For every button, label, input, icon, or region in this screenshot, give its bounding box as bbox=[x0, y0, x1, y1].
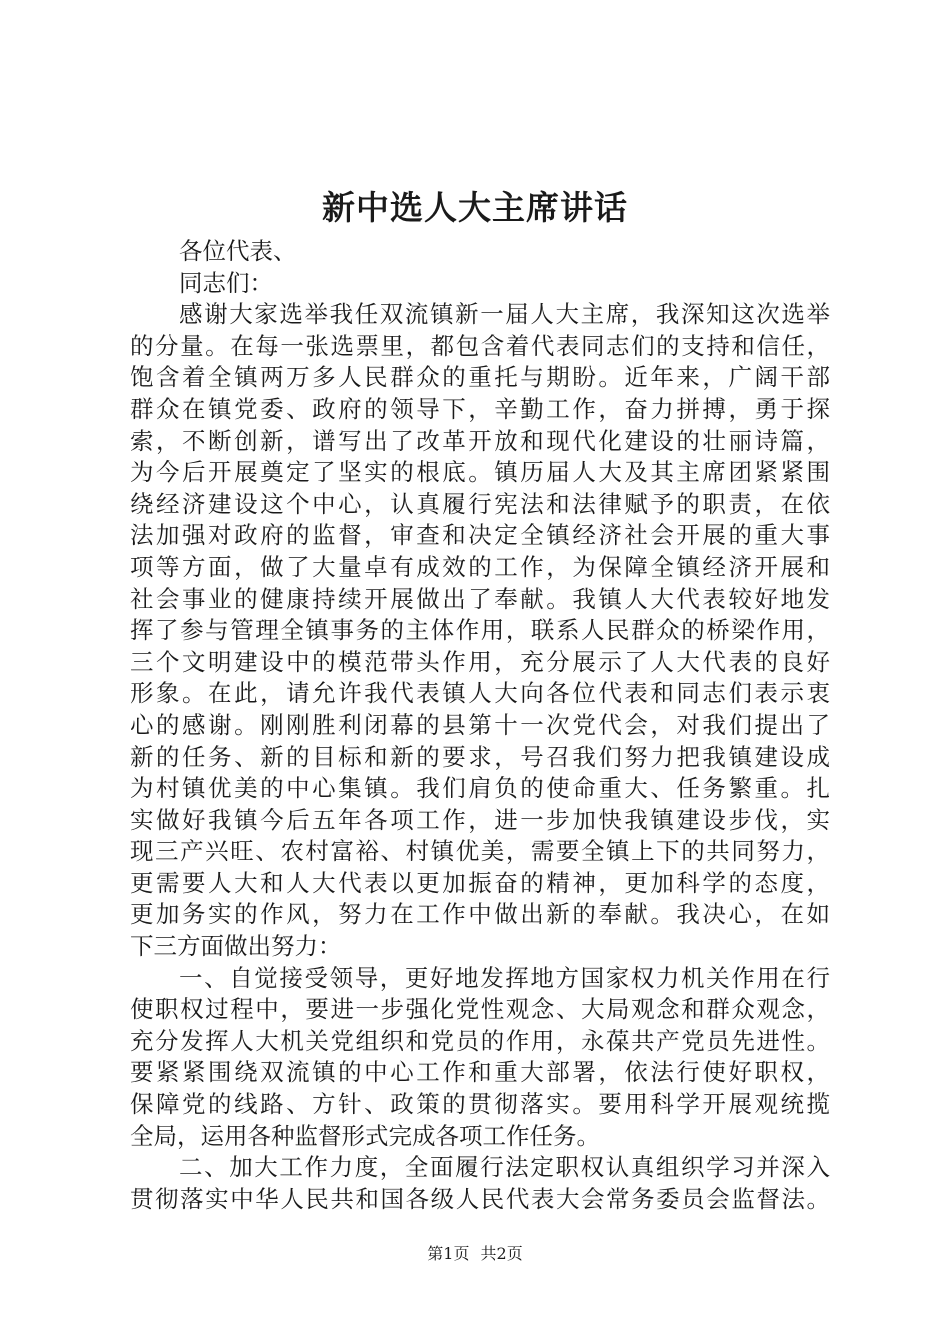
paragraph-line: 为今后开展奠定了坚实的根底。镇历届人大及其主席团紧紧围 bbox=[130, 458, 830, 487]
paragraph-line: 三个文明建设中的模范带头作用，充分展示了人大代表的良好 bbox=[130, 647, 830, 676]
paragraph-line: 下三方面做出努力： bbox=[130, 932, 342, 961]
page-footer bbox=[0, 1244, 950, 1264]
paragraph-line: 全局，运用各种监督形式完成各项工作任务。 bbox=[130, 1121, 600, 1150]
salutation-line: 同志们： bbox=[179, 268, 273, 297]
paragraph-line: 社会事业的健康持续开展做出了奉献。我镇人大代表较好地发 bbox=[130, 584, 830, 613]
paragraph-line: 挥了参与管理全镇事务的主体作用，联系人民群众的桥梁作用， bbox=[130, 616, 830, 645]
paragraph-line: 使职权过程中，要进一步强化党性观念、大局观念和群众观念， bbox=[130, 995, 830, 1024]
paragraph-line: 保障党的线路、方针、政策的贯彻落实。要用科学开展观统揽 bbox=[130, 1090, 830, 1119]
paragraph-line: 更需要人大和人大代表以更加振奋的精神，更加科学的态度， bbox=[130, 868, 830, 897]
paragraph-line: 更加务实的作风，努力在工作中做出新的奉献。我决心，在如 bbox=[130, 900, 830, 929]
paragraph-line: 现三产兴旺、农村富裕、村镇优美，需要全镇上下的共同努力， bbox=[130, 837, 830, 866]
paragraph-line: 一、自觉接受领导，更好地发挥地方国家权力机关作用在行 bbox=[179, 963, 830, 992]
document-title: 新中选人大主席讲话 bbox=[322, 188, 628, 227]
paragraph-line: 群众在镇党委、政府的领导下，辛勤工作，奋力拼搏，勇于探 bbox=[130, 394, 830, 423]
paragraph-line: 要紧紧围绕双流镇的中心工作和重大部署，依法行使好职权， bbox=[130, 1058, 830, 1087]
paragraph-line: 实做好我镇今后五年各项工作，进一步加快我镇建设步伐，实 bbox=[130, 805, 830, 834]
paragraph-line: 法加强对政府的监督，审查和决定全镇经济社会开展的重大事 bbox=[130, 521, 830, 550]
paragraph-line: 索，不断创新，谱写出了改革开放和现代化建设的壮丽诗篇， bbox=[130, 426, 830, 455]
paragraph bbox=[130, 1152, 830, 1215]
paragraph-line: 贯彻落实中华人民共和国各级人民代表大会常务委员会监督法。 bbox=[130, 1184, 830, 1213]
paragraph-line: 心的感谢。刚刚胜利闭幕的县第十一次党代会，对我们提出了 bbox=[130, 710, 830, 739]
document-body bbox=[130, 236, 830, 1215]
page-number: 第1页 bbox=[427, 1244, 470, 1263]
paragraph-line: 项等方面，做了大量卓有成效的工作，为保障全镇经济开展和 bbox=[130, 552, 830, 581]
paragraph-line: 饱含着全镇两万多人民群众的重托与期盼。近年来，广阔干部 bbox=[130, 363, 830, 392]
paragraph-line: 的分量。在每一张选票里，都包含着代表同志们的支持和信任， bbox=[130, 331, 830, 360]
paragraph-line: 感谢大家选举我任双流镇新一届人大主席，我深知这次选举 bbox=[179, 300, 830, 329]
salutation-line: 各位代表、 bbox=[179, 237, 297, 265]
paragraph bbox=[130, 963, 830, 1153]
paragraph-line: 为村镇优美的中心集镇。我们肩负的使命重大、任务繁重。扎 bbox=[130, 774, 830, 803]
paragraph-line: 绕经济建设这个中心，认真履行宪法和法律赋予的职责，在依 bbox=[130, 489, 830, 518]
paragraph-line: 充分发挥人大机关党组织和党员的作用，永葆共产党员先进性。 bbox=[130, 1026, 830, 1055]
paragraph-line: 新的任务、新的目标和新的要求，号召我们努力把我镇建设成 bbox=[130, 742, 830, 771]
paragraph bbox=[130, 299, 830, 962]
page-total: 共2页 bbox=[480, 1244, 523, 1263]
paragraph-line: 二、加大工作力度，全面履行法定职权认真组织学习并深入 bbox=[179, 1153, 830, 1182]
paragraph-line: 形象。在此，请允许我代表镇人大向各位代表和同志们表示衷 bbox=[130, 679, 830, 708]
